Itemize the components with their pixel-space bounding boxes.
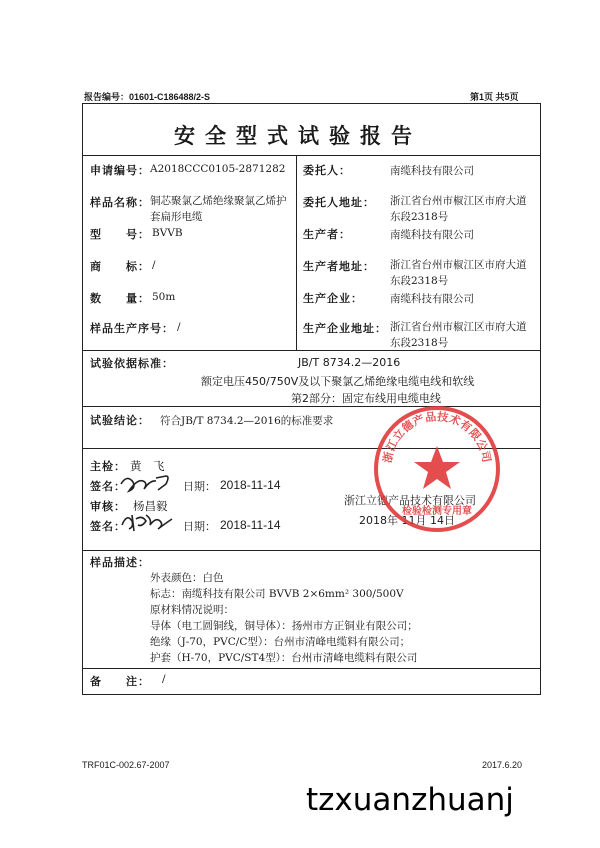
issue-date: 2018年 11月 14日 (359, 514, 455, 527)
reviewer-label: 审核： (90, 500, 126, 513)
date1-label: 日期： (183, 480, 216, 493)
info-column-divider (296, 155, 297, 350)
producer-label: 生产者： (303, 228, 351, 241)
manufacturer: 南缆科技有限公司 (390, 293, 474, 305)
signature-1 (118, 470, 178, 494)
official-stamp (372, 404, 502, 534)
standard-code: JB/T 8734.2—2016 (298, 356, 401, 369)
issuing-company: 浙江立德产品技术有限公司 (344, 494, 476, 507)
sample-desc-label: 样品描述： (90, 556, 150, 569)
application-no: A2018CCC0105-2871282 (150, 163, 286, 175)
title-divider (82, 155, 540, 156)
remarks-value: / (162, 673, 166, 685)
client-address: 浙江省台州市椒江区市府大道东段2318号 (390, 195, 527, 223)
producer-address-label: 生产者地址： (303, 260, 375, 273)
date1: 2018-11-14 (220, 478, 281, 492)
report-title: 安全型式试验报告 (174, 124, 422, 148)
desc-divider (82, 668, 540, 669)
watermark-text: tzxuanzhuanj (306, 782, 514, 818)
insulation-material: 绝缘（J-70，PVC/C型）：台州市清峰电缆料有限公司； (150, 636, 411, 648)
conclusion-text: 符合JB/T 8734.2—2016的标准要求 (160, 415, 334, 427)
signature-divider (82, 550, 540, 551)
sign2-label: 签名： (90, 520, 126, 533)
client-label: 委托人： (303, 164, 351, 177)
inspector-label: 主检： (90, 460, 126, 473)
page-info: 第1页 共5页 (470, 92, 519, 102)
form-date: 2017.6.20 (482, 760, 523, 770)
sample-name: 铜芯聚氯乙烯绝缘聚氯乙烯护套扁形电缆 (150, 195, 287, 223)
date2: 2018-11-14 (220, 518, 281, 532)
report-number: 报告编号：01601-C186488/2-S (84, 92, 211, 102)
application-no-label: 申请编号： (90, 164, 150, 177)
conclusion-label: 试验结论： (90, 414, 150, 427)
materials-label: 原材料情况说明： (150, 604, 234, 616)
manufacturer-address-label: 生产企业地址： (303, 322, 387, 335)
client: 南缆科技有限公司 (390, 165, 474, 177)
client-address-label: 委托人地址： (303, 196, 375, 209)
quantity: 50m (152, 291, 176, 303)
sample-name-label: 样品名称： (90, 196, 150, 209)
signature-2 (120, 509, 180, 535)
conductor-material: 导体（电工圆铜线，铜导体）：扬州市方正铜业有限公司； (150, 620, 418, 632)
producer: 南缆科技有限公司 (390, 229, 474, 241)
model: BVVB (152, 227, 183, 239)
form-number: TRF01C-002.67-2007 (82, 760, 170, 770)
standard-line2: 第2部分：固定布线用电缆电线 (291, 392, 441, 405)
date2-label: 日期： (183, 520, 216, 533)
reviewer-name: 杨昌毅 (133, 499, 168, 513)
sign1-label: 签名： (90, 480, 126, 493)
stamp-text: 浙江立德产品技术有限公司 (380, 410, 494, 464)
info-divider (82, 350, 540, 351)
trademark-label: 商 标： (90, 260, 150, 273)
sample-marking: 标志：南缆科技有限公司 BVVB 2×6mm² 300/500V (150, 588, 404, 600)
serial: / (177, 321, 181, 333)
standard-label: 试验依据标准： (90, 357, 174, 370)
sample-color: 外表颜色：白色 (150, 572, 224, 584)
quantity-label: 数 量： (90, 292, 150, 305)
manufacturer-address: 浙江省台州市椒江区市府大道东段2318号 (390, 321, 527, 349)
manufacturer-label: 生产企业： (303, 292, 363, 305)
remarks-label: 备 注： (90, 675, 150, 688)
trademark: / (152, 259, 156, 271)
inspector-name: 黄 飞 (130, 459, 165, 473)
standard-line1: 额定电压450/750V及以下聚氯乙烯绝缘电缆电线和软线 (201, 375, 475, 388)
serial-label: 样品生产序号： (90, 322, 174, 335)
producer-address: 浙江省台州市椒江区市府大道东段2318号 (390, 259, 527, 287)
sheath-material: 护套（H-70，PVC/ST4型）：台州市清峰电缆料有限公司 (150, 652, 418, 664)
stamp-subtext: 检验检测专用章 (402, 506, 472, 517)
model-label: 型 号： (90, 228, 150, 241)
